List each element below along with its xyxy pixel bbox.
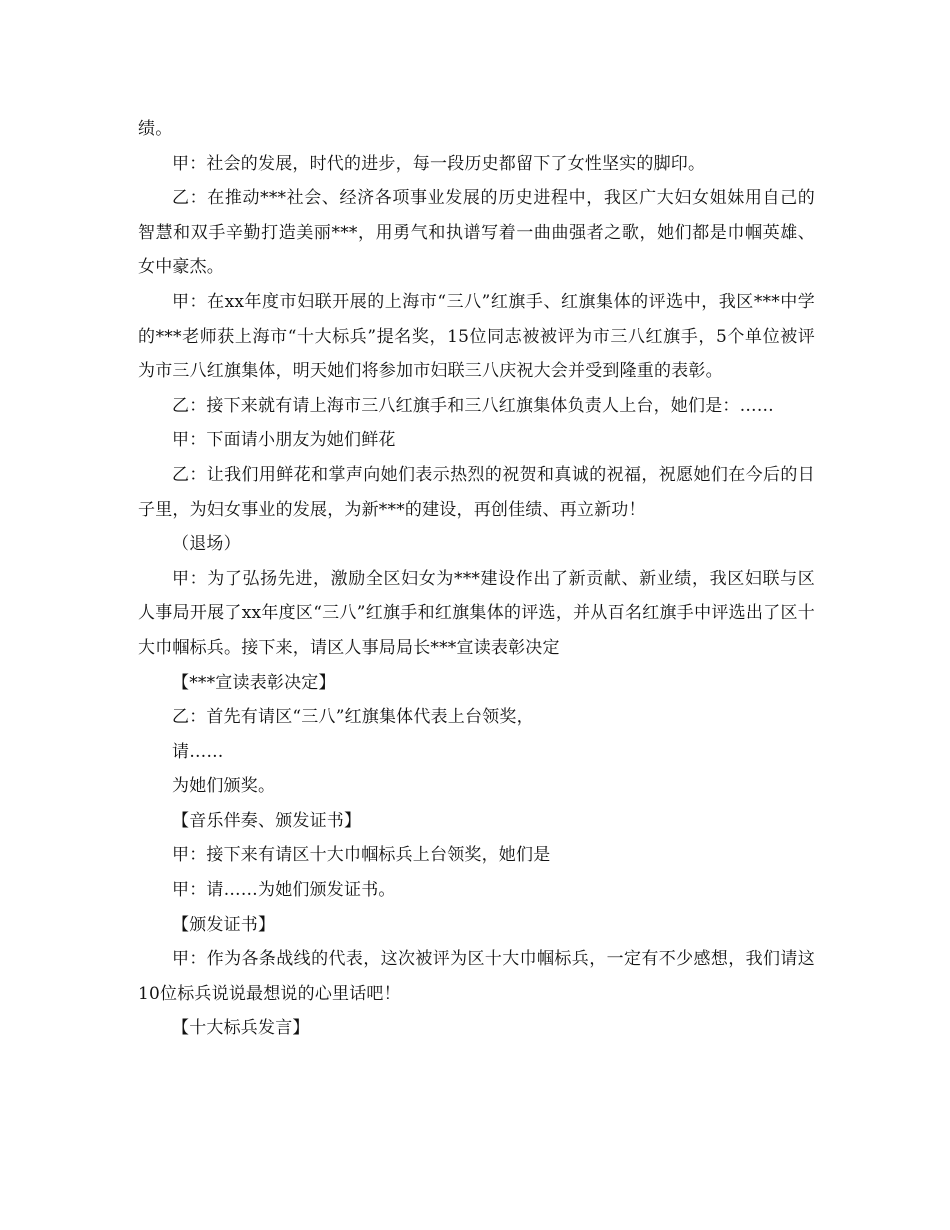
paragraph: 甲：在xx年度市妇联开展的上海市“三八”红旗手、红旗集体的评选中，我区***中学的***老师获上海市“十大标兵”提名奖，15位同志被被评为市三八红旗手，5个单位被评为市三八红旗集体，明天她们将参加市妇联三八庆祝大会并受到隆重的表彰。 — [138, 291, 815, 382]
paragraph: 甲：社会的发展，时代的进步，每一段历史都留下了女性坚实的脚印。 — [172, 153, 706, 174]
paragraph: 甲：请……为她们颁发证书。 — [172, 880, 396, 901]
paragraph: 为她们颁奖。 — [172, 776, 276, 797]
paragraph: 甲：下面请小朋友为她们鲜花 — [172, 430, 396, 451]
paragraph: 乙：接下来就有请上海市三八红旗手和三八红旗集体负责人上台，她们是：…… — [172, 395, 774, 416]
paragraph: 乙：首先有请区“三八”红旗集体代表上台领奖， — [172, 707, 534, 728]
paragraph: 【颁发证书】 — [172, 914, 276, 935]
paragraph: 【十大标兵发言】 — [172, 1018, 310, 1039]
paragraph: 【音乐伴奏、颁发证书】 — [172, 810, 362, 831]
paragraph: 【***宣读表彰决定】 — [172, 672, 336, 693]
paragraph: （退场） — [172, 534, 241, 555]
paragraph: 甲：为了弘扬先进，激励全区妇女为***建设作出了新贡献、新业绩，我区妇联与区人事局开展了xx年度区“三八”红旗手和红旗集体的评选，并从百名红旗手中评选出了区十大巾帼标兵。接下来，请区人事局局长***宣读表彰决定 — [138, 568, 815, 658]
paragraph: 甲：接下来有请区十大巾帼标兵上台领奖，她们是 — [172, 845, 551, 866]
paragraph: 甲：作为各条战线的代表，这次被评为区十大巾帼标兵，一定有不少感想，我们请这10位标兵说说最想说的心里话吧！ — [138, 949, 815, 1004]
paragraph: 请…… — [172, 741, 224, 762]
paragraph: 绩。 — [138, 119, 173, 139]
paragraph: 乙：让我们用鲜花和掌声向她们表示热烈的祝贺和真诚的祝福，祝愿她们在今后的日子里，为妇女事业的发展，为新***的建设，再创佳绩、再立新功！ — [138, 464, 815, 520]
document-body — [138, 112, 815, 1046]
paragraph: 乙：在推动***社会、经济各项事业发展的历史进程中，我区广大妇女姐妹用自己的智慧和双手辛勤打造美丽***，用勇气和执谱写着一曲曲强者之歌，她们都是巾帼英雄、女中豪杰。 — [138, 188, 815, 278]
